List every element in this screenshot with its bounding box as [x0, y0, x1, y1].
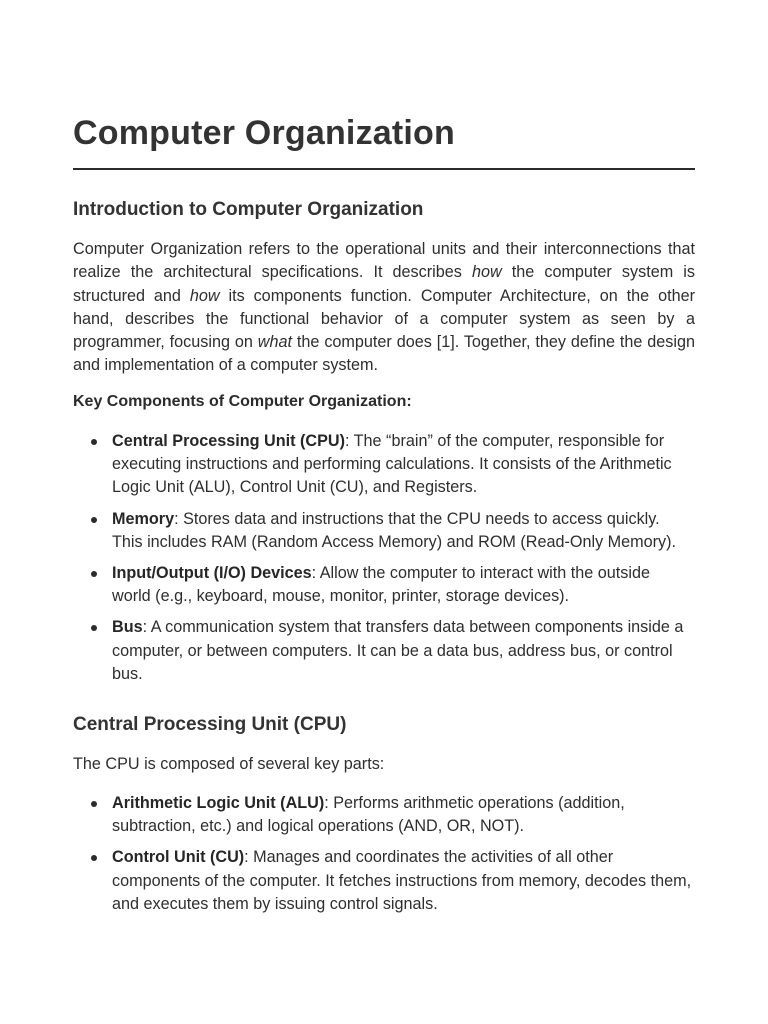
list-item-description: : Allow the computer to interact with the outside world (e.g., keyboard, mouse, monitor, printer, storage devices). [112, 564, 650, 606]
list-item-term: Arithmetic Logic Unit (ALU) [112, 794, 325, 812]
list-item-description: : A communication system that transfers data between components inside a computer, or between computers. It can be a data bus, address bus, or control bus. [112, 618, 684, 683]
list-item-term: Input/Output (I/O) Devices [112, 564, 312, 583]
section-heading-introduction: Introduction to Computer Organization [73, 199, 424, 220]
bullet-icon [91, 855, 97, 861]
intro-text-1: Computer Organization refers to the operational units and their interconnections that realize the architectural specifications. It describes [73, 240, 695, 282]
intro-emphasis-what: what [257, 333, 292, 352]
list-item-memory [73, 508, 692, 554]
intro-emphasis-how-1: how [471, 263, 502, 282]
list-item-description: : Manages and coordinates the activities of all other components of the computer. It fetches instructions from memory, decodes them, and executes them by issuing control signals. [112, 848, 692, 913]
bullet-icon [91, 625, 97, 631]
list-item-term: Control Unit (CU) [112, 848, 245, 867]
list-item-description: : The “brain” of the computer, responsible for executing instructions and performing calculations. It consists of the Arithmetic Logic Unit (ALU), Control Unit (CU), and Registers. [112, 432, 672, 497]
list-item-term: Bus [112, 618, 143, 637]
page-title: Computer Organization [73, 114, 455, 152]
bullet-icon [91, 517, 97, 523]
list-item-description: : Performs arithmetic operations (addition, subtraction, etc.) and logical operations (AND, OR, NOT). [112, 794, 625, 836]
intro-text-2: the computer system is structured and [73, 263, 695, 305]
list-item-term: Memory [112, 509, 175, 528]
intro-text-4: the computer does [1]. Together, they define the design and implementation of a computer system. [73, 333, 695, 375]
title-divider [73, 168, 695, 170]
list-item-io-devices [73, 562, 692, 608]
list-item-term: Central Processing Unit (CPU) [112, 432, 345, 450]
list-item-bus [73, 616, 692, 686]
key-components-heading: Key Components of Computer Organization: [73, 393, 412, 410]
bullet-icon [91, 439, 97, 445]
list-item-description: : Stores data and instructions that the CPU needs to access quickly. This includes RAM (Random Access Memory) and ROM (Read-Only Memory). [112, 509, 677, 551]
list-item-cpu [73, 430, 692, 500]
intro-text-3: its components function. Computer Architecture, on the other hand, describes the functional behavior of a computer system as seen by a programmer, focusing on [73, 286, 695, 352]
list-item-alu [73, 792, 692, 838]
section-heading-cpu: Central Processing Unit (CPU) [73, 714, 347, 735]
cpu-parts-list [73, 792, 695, 924]
key-components-list [73, 430, 695, 694]
list-item-control-unit [73, 846, 692, 916]
bullet-icon [91, 571, 97, 577]
cpu-intro-paragraph: The CPU is composed of several key parts: [73, 755, 385, 773]
bullet-icon [91, 801, 97, 807]
intro-emphasis-how-2: how [189, 286, 220, 305]
intro-paragraph [73, 238, 695, 378]
